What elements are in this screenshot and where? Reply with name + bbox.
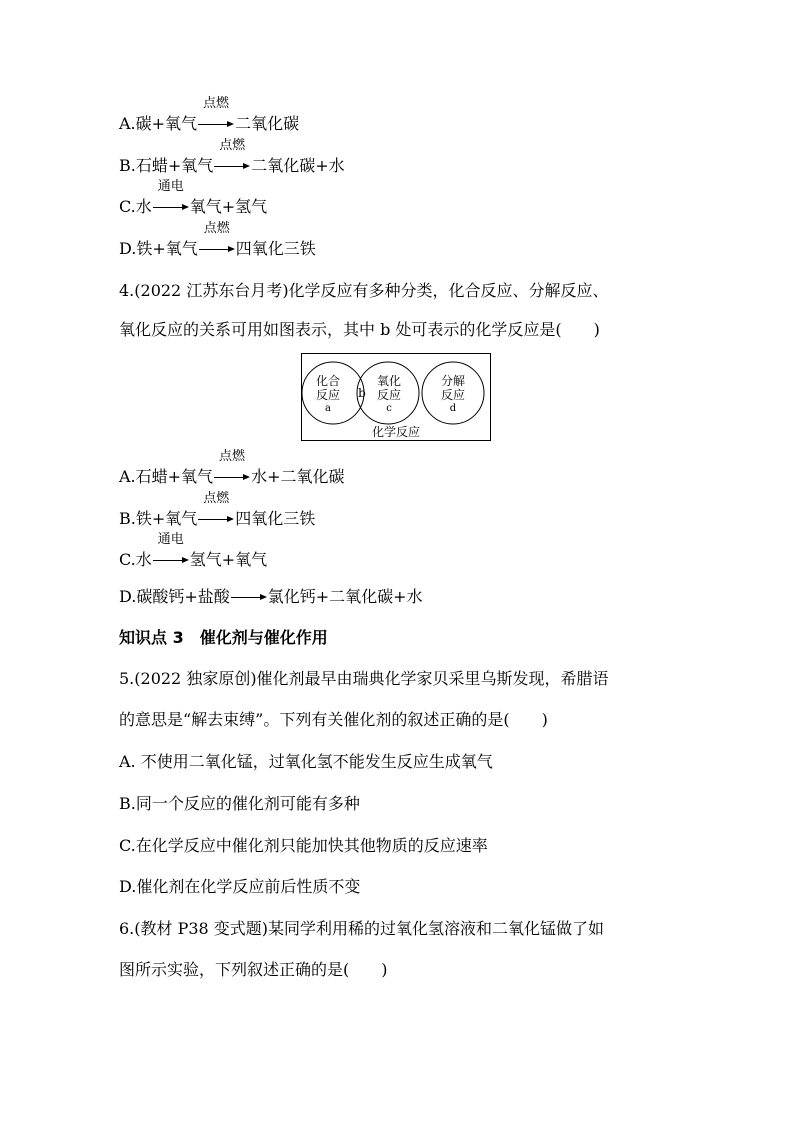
reaction-arrow: 点燃 <box>198 114 234 134</box>
label-c-line2: 反应 <box>376 388 402 402</box>
reaction-arrow: 通电 <box>153 197 189 217</box>
q3-option-a: A.碳+氧气 点燃 二氧化碳 <box>119 96 300 133</box>
label-c-line1: 氧化 <box>376 374 402 388</box>
q5-stem-line2: 的意思是“解去束缚”。下列有关催化剂的叙述正确的是( ) <box>119 710 548 729</box>
q3-option-b: B.石蜡+氧气 点燃 二氧化碳+水 <box>119 138 345 175</box>
label-b-letter: b <box>358 386 366 400</box>
q6-stem-line2: 图所示实验，下列叙述正确的是( ) <box>119 960 388 979</box>
q4-option-a: A.石蜡+氧气 点燃 水+二氧化碳 <box>119 449 345 486</box>
q5-stem-line1: 5.(2022 独家原创)催化剂最早由瑞典化学家贝采里乌斯发现，希腊语 <box>119 669 609 688</box>
venn-diagram <box>301 353 491 441</box>
q3-option-d: D.铁+氧气 点燃 四氧化三铁 <box>119 221 316 258</box>
reaction-arrow: 点燃 <box>198 509 234 529</box>
q4-option-b: B.铁+氧气 点燃 四氧化三铁 <box>119 491 316 528</box>
label-c-letter: c <box>386 403 392 414</box>
label-d-letter: d <box>449 403 457 414</box>
q5-option-d: D.催化剂在化学反应前后性质不变 <box>119 877 361 896</box>
label-a-line2: 反应 <box>315 388 341 402</box>
reaction-arrow <box>231 587 267 607</box>
reaction-arrow: 点燃 <box>214 156 250 176</box>
q3-option-c: C.水 通电 氧气+氢气 <box>119 179 268 216</box>
q4-stem-line1: 4.(2022 江苏东台月考)化学反应有多种分类，化合反应、分解反应、 <box>119 281 609 300</box>
q6-stem-line1: 6.(教材 P38 变式题)某同学利用稀的过氧化氢溶液和二氧化锰做了如 <box>119 919 605 938</box>
q5-option-a: A. 不使用二氧化锰，过氧化氢不能发生反应生成氧气 <box>119 752 493 771</box>
section-title: 知识点 3 催化剂与催化作用 <box>119 628 328 647</box>
q4-option-c: C.水 通电 氢气+氧气 <box>119 532 268 569</box>
diagram-caption: 化学反应 <box>371 425 421 439</box>
q5-option-c: C.在化学反应中催化剂只能加快其他物质的反应速率 <box>119 836 488 855</box>
reaction-arrow: 点燃 <box>214 467 250 487</box>
q5-option-b: B.同一个反应的催化剂可能有多种 <box>119 794 360 813</box>
q4-stem-line2: 氧化反应的关系可用如图表示，其中 b 处可表示的化学反应是( ) <box>119 320 600 339</box>
label-a-letter: a <box>325 403 331 414</box>
q4-option-d: D.碳酸钙+盐酸 氯化钙+二氧化碳+水 <box>119 587 423 606</box>
reaction-arrow: 通电 <box>153 550 189 570</box>
label-a-line1: 化合 <box>315 374 341 388</box>
reaction-arrow: 点燃 <box>199 239 235 259</box>
label-d-line1: 分解 <box>440 374 466 388</box>
label-d-line2: 反应 <box>440 388 466 402</box>
